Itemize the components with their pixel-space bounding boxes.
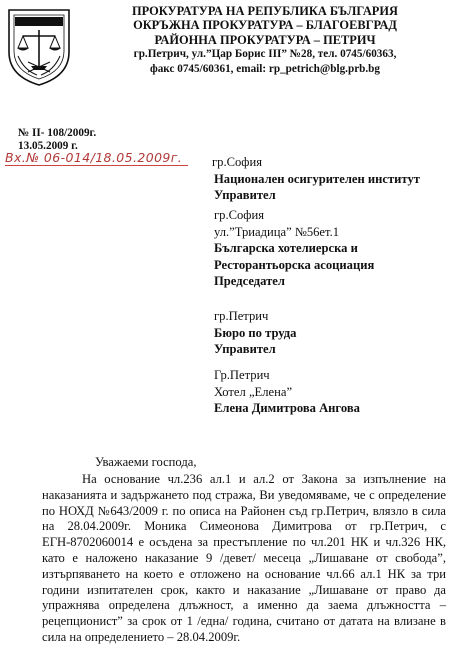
letterhead-address: гр.Петрич, ул.”Цар Борис III” №28, тел. 0745/60363, — [133, 48, 397, 61]
recipient-1-role: Управител — [214, 188, 276, 203]
recipient-2-name: Българска хотелиерска и — [214, 241, 358, 256]
recipient-3-city: гр.Петрич — [214, 309, 269, 323]
recipient-2-name-cont: Ресторантьорска асоциация — [214, 257, 375, 272]
recipient-2-street: ул.”Триадица” №56ет.1 — [214, 224, 340, 239]
recipient-2 — [214, 207, 374, 290]
recipient-1-name: Национален осигурителен институт — [214, 171, 420, 186]
letter-greeting: Уважаеми господа, — [95, 455, 197, 469]
recipient-2-city: гр.София — [214, 208, 264, 222]
registration-number: № II- 108/2009г. — [18, 127, 97, 139]
recipient-1-city: гр.София — [212, 155, 262, 169]
incoming-stamp: Вх.№ 06-014/18.05.2009г. — [5, 150, 188, 166]
recipient-3-role: Управител — [214, 342, 276, 357]
recipient-3-name: Бюро по труда — [214, 325, 297, 340]
recipient-2-role: Председател — [214, 274, 285, 289]
recipient-4-role: Елена Димитрова Ангова — [214, 401, 360, 416]
letterhead — [80, 4, 450, 76]
recipient-1 — [212, 154, 420, 204]
prosecution-emblem-icon — [4, 6, 74, 88]
letterhead-contacts: факс 0745/60361, email: rp_petrich@blg.prb.bg — [149, 62, 381, 75]
letterhead-line-2: ОКРЪЖНА ПРОКУРАТУРА – БЛАГОЕВГРАД — [133, 18, 397, 33]
registration-date: 13.05.2009 г. — [18, 139, 78, 152]
registration-block — [18, 127, 96, 152]
recipient-4-name: Хотел „Елена” — [214, 384, 293, 399]
recipient-4-city: Гр.Петрич — [214, 368, 270, 382]
letterhead-line-1: ПРОКУРАТУРА НА РЕПУБЛИКА БЪЛГАРИЯ — [132, 4, 398, 18]
letter-body — [42, 472, 446, 646]
letterhead-line-3: РАЙОННА ПРОКУРАТУРА – ПЕТРИЧ — [154, 32, 376, 47]
recipient-3 — [214, 308, 296, 358]
letter-paragraph: На основание чл.236 ал.1 и ал.2 от Закона за изпълнение на наказанията и задържането под стража, Ви уведомяваме, че с определение по НОХД №643/2009 г. по описа на Районен съд гр.Петрич, влязло в сила на 28.04.2009г. Моника Симеонова Димитрова от гр.Петрич, с ЕГН-8702060014 е осъдена за престъпление по чл.201 НК и чл.326 НК, като е наложено наказание 9 /девет/ месеца „Лишаване от свобода”, изтърпяването на което е отложено на основание чл.66 ал.1 НК за три години изпитателен срок, както и наказание „Лишаване от право да упражнява определена длъжност, а именно да заема длъжността – рецепционист” за срок от 1 /една/ година, считано от датата на влизане в сила на определението – 28.04.2009г. — [42, 472, 446, 644]
recipient-4 — [214, 367, 360, 417]
